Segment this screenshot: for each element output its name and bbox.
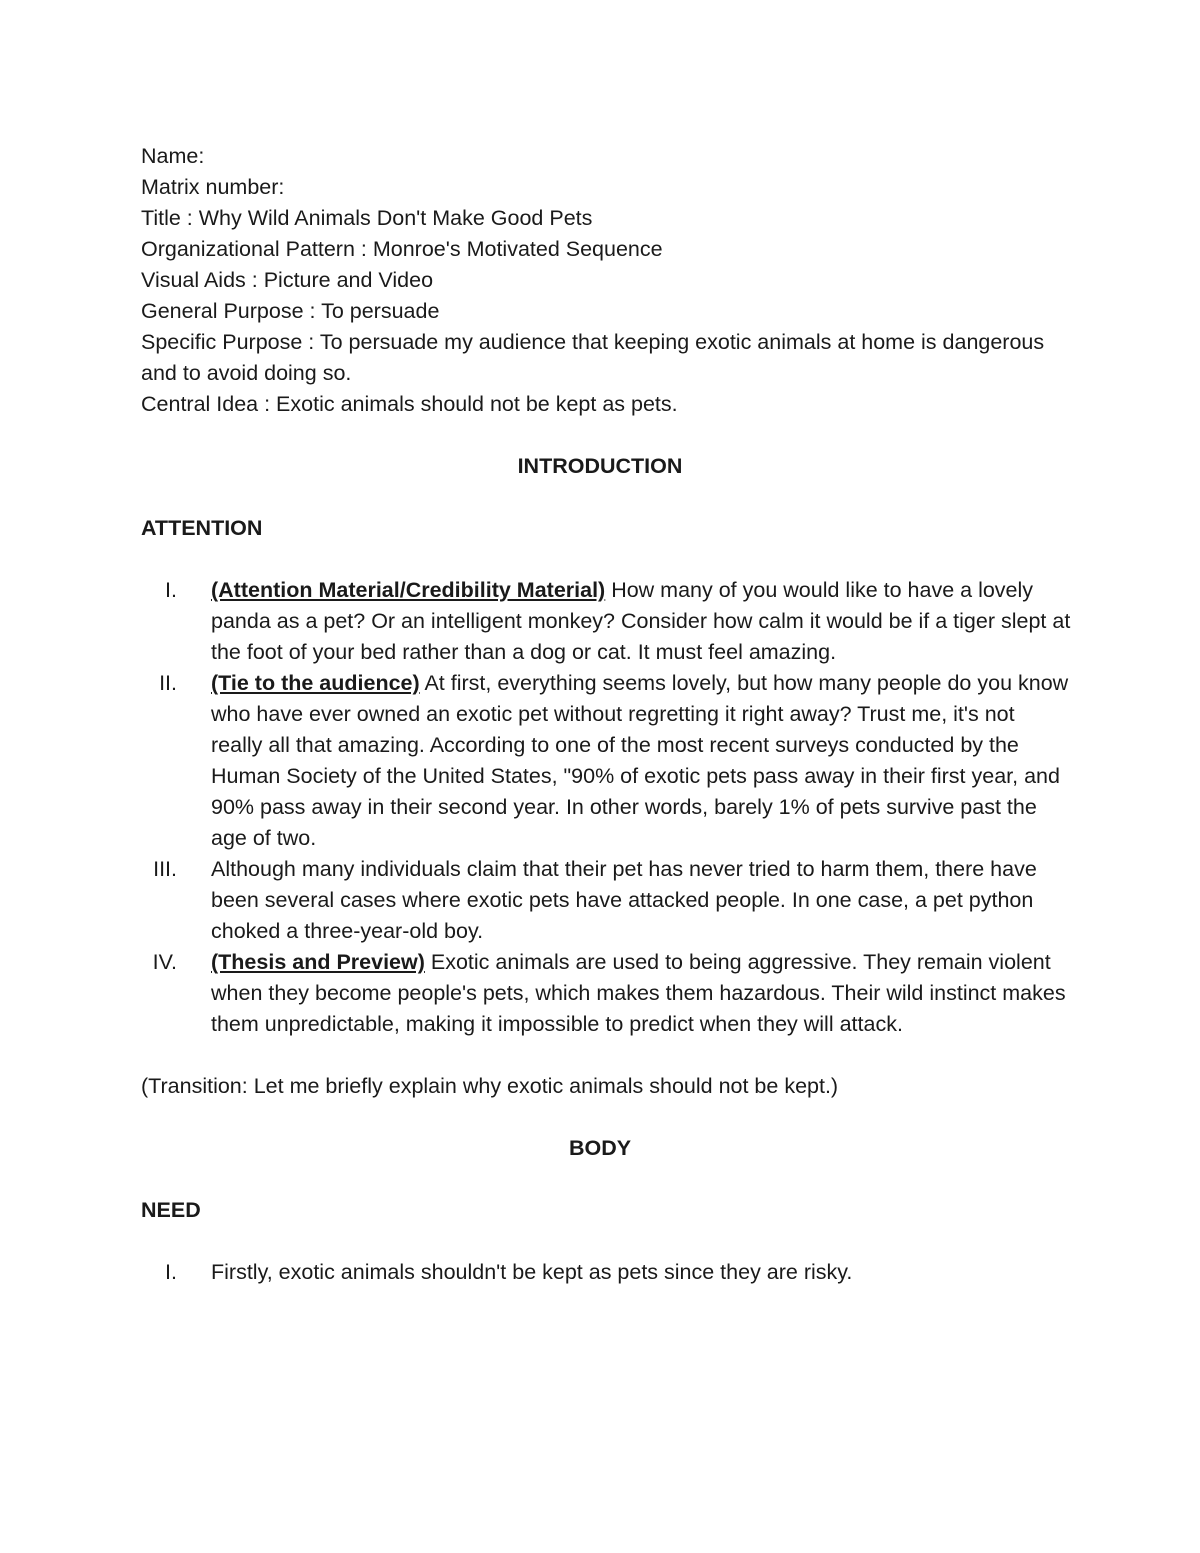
introduction-heading: INTRODUCTION xyxy=(517,454,683,478)
outline-item xyxy=(141,668,1071,854)
outline-text: At first, everything seems lovely, but how many people do you know who have ever owned an exotic pet without regretting it right away? Trust me, it's not really all that amazing. According to one of the most recent surveys conducted by the Human Society of the United States, "90% of exotic pets pass away in their first year, and 90% pass away in their second year. In other words, barely 1% of pets survive past the age of two. xyxy=(211,671,1069,850)
matrix-number-field: Matrix number: xyxy=(141,175,285,199)
specific-purpose: Specific Purpose : To persuade my audience that keeping exotic animals at home is dangerous and to avoid doing so. xyxy=(141,330,1045,385)
attention-heading: ATTENTION xyxy=(141,516,263,540)
outline-item xyxy=(141,575,1071,668)
outline-text: Although many individuals claim that their pet has never tried to harm them, there have been several cases where exotic pets have attacked people. In one case, a pet python choked a three-year-old boy. xyxy=(211,857,1037,943)
outline-label: (Attention Material/Credibility Material) xyxy=(211,578,606,602)
name-field: Name: xyxy=(141,144,205,168)
speech-title: Title : Why Wild Animals Don't Make Good Pets xyxy=(141,206,593,230)
outline-number: I. xyxy=(165,1260,177,1284)
outline-label: (Tie to the audience) xyxy=(211,671,420,695)
need-outline xyxy=(141,1257,1071,1288)
transition-text: (Transition: Let me briefly explain why exotic animals should not be kept.) xyxy=(141,1074,839,1098)
attention-outline xyxy=(141,575,1071,1040)
outline-number: III. xyxy=(153,857,177,881)
central-idea: Central Idea : Exotic animals should not be kept as pets. xyxy=(141,392,678,416)
outline-item xyxy=(141,1257,1071,1288)
body-heading: BODY xyxy=(568,1136,632,1160)
outline-number: II. xyxy=(159,671,177,695)
outline-text: Firstly, exotic animals shouldn't be kept as pets since they are risky. xyxy=(211,1260,853,1284)
general-purpose: General Purpose : To persuade xyxy=(141,299,440,323)
outline-text: How many of you would like to have a lovely panda as a pet? Or an intelligent monkey? Consider how calm it would be if a tiger slept at the foot of your bed rather than a dog or cat. It must feel amazing. xyxy=(211,578,1071,664)
visual-aids: Visual Aids : Picture and Video xyxy=(141,268,434,292)
outline-number: I. xyxy=(165,578,177,602)
need-heading: NEED xyxy=(141,1198,201,1222)
outline-text: Exotic animals are used to being aggressive. They remain violent when they become people's pets, which makes them hazardous. Their wild instinct makes them unpredictable, making it impossible to predict when they will attack. xyxy=(211,950,1066,1036)
outline-label: (Thesis and Preview) xyxy=(211,950,425,974)
organizational-pattern: Organizational Pattern : Monroe's Motivated Sequence xyxy=(141,237,663,261)
document-page xyxy=(141,141,1071,1288)
outline-item xyxy=(141,854,1071,947)
outline-number: IV. xyxy=(152,950,177,974)
outline-item xyxy=(141,947,1071,1040)
